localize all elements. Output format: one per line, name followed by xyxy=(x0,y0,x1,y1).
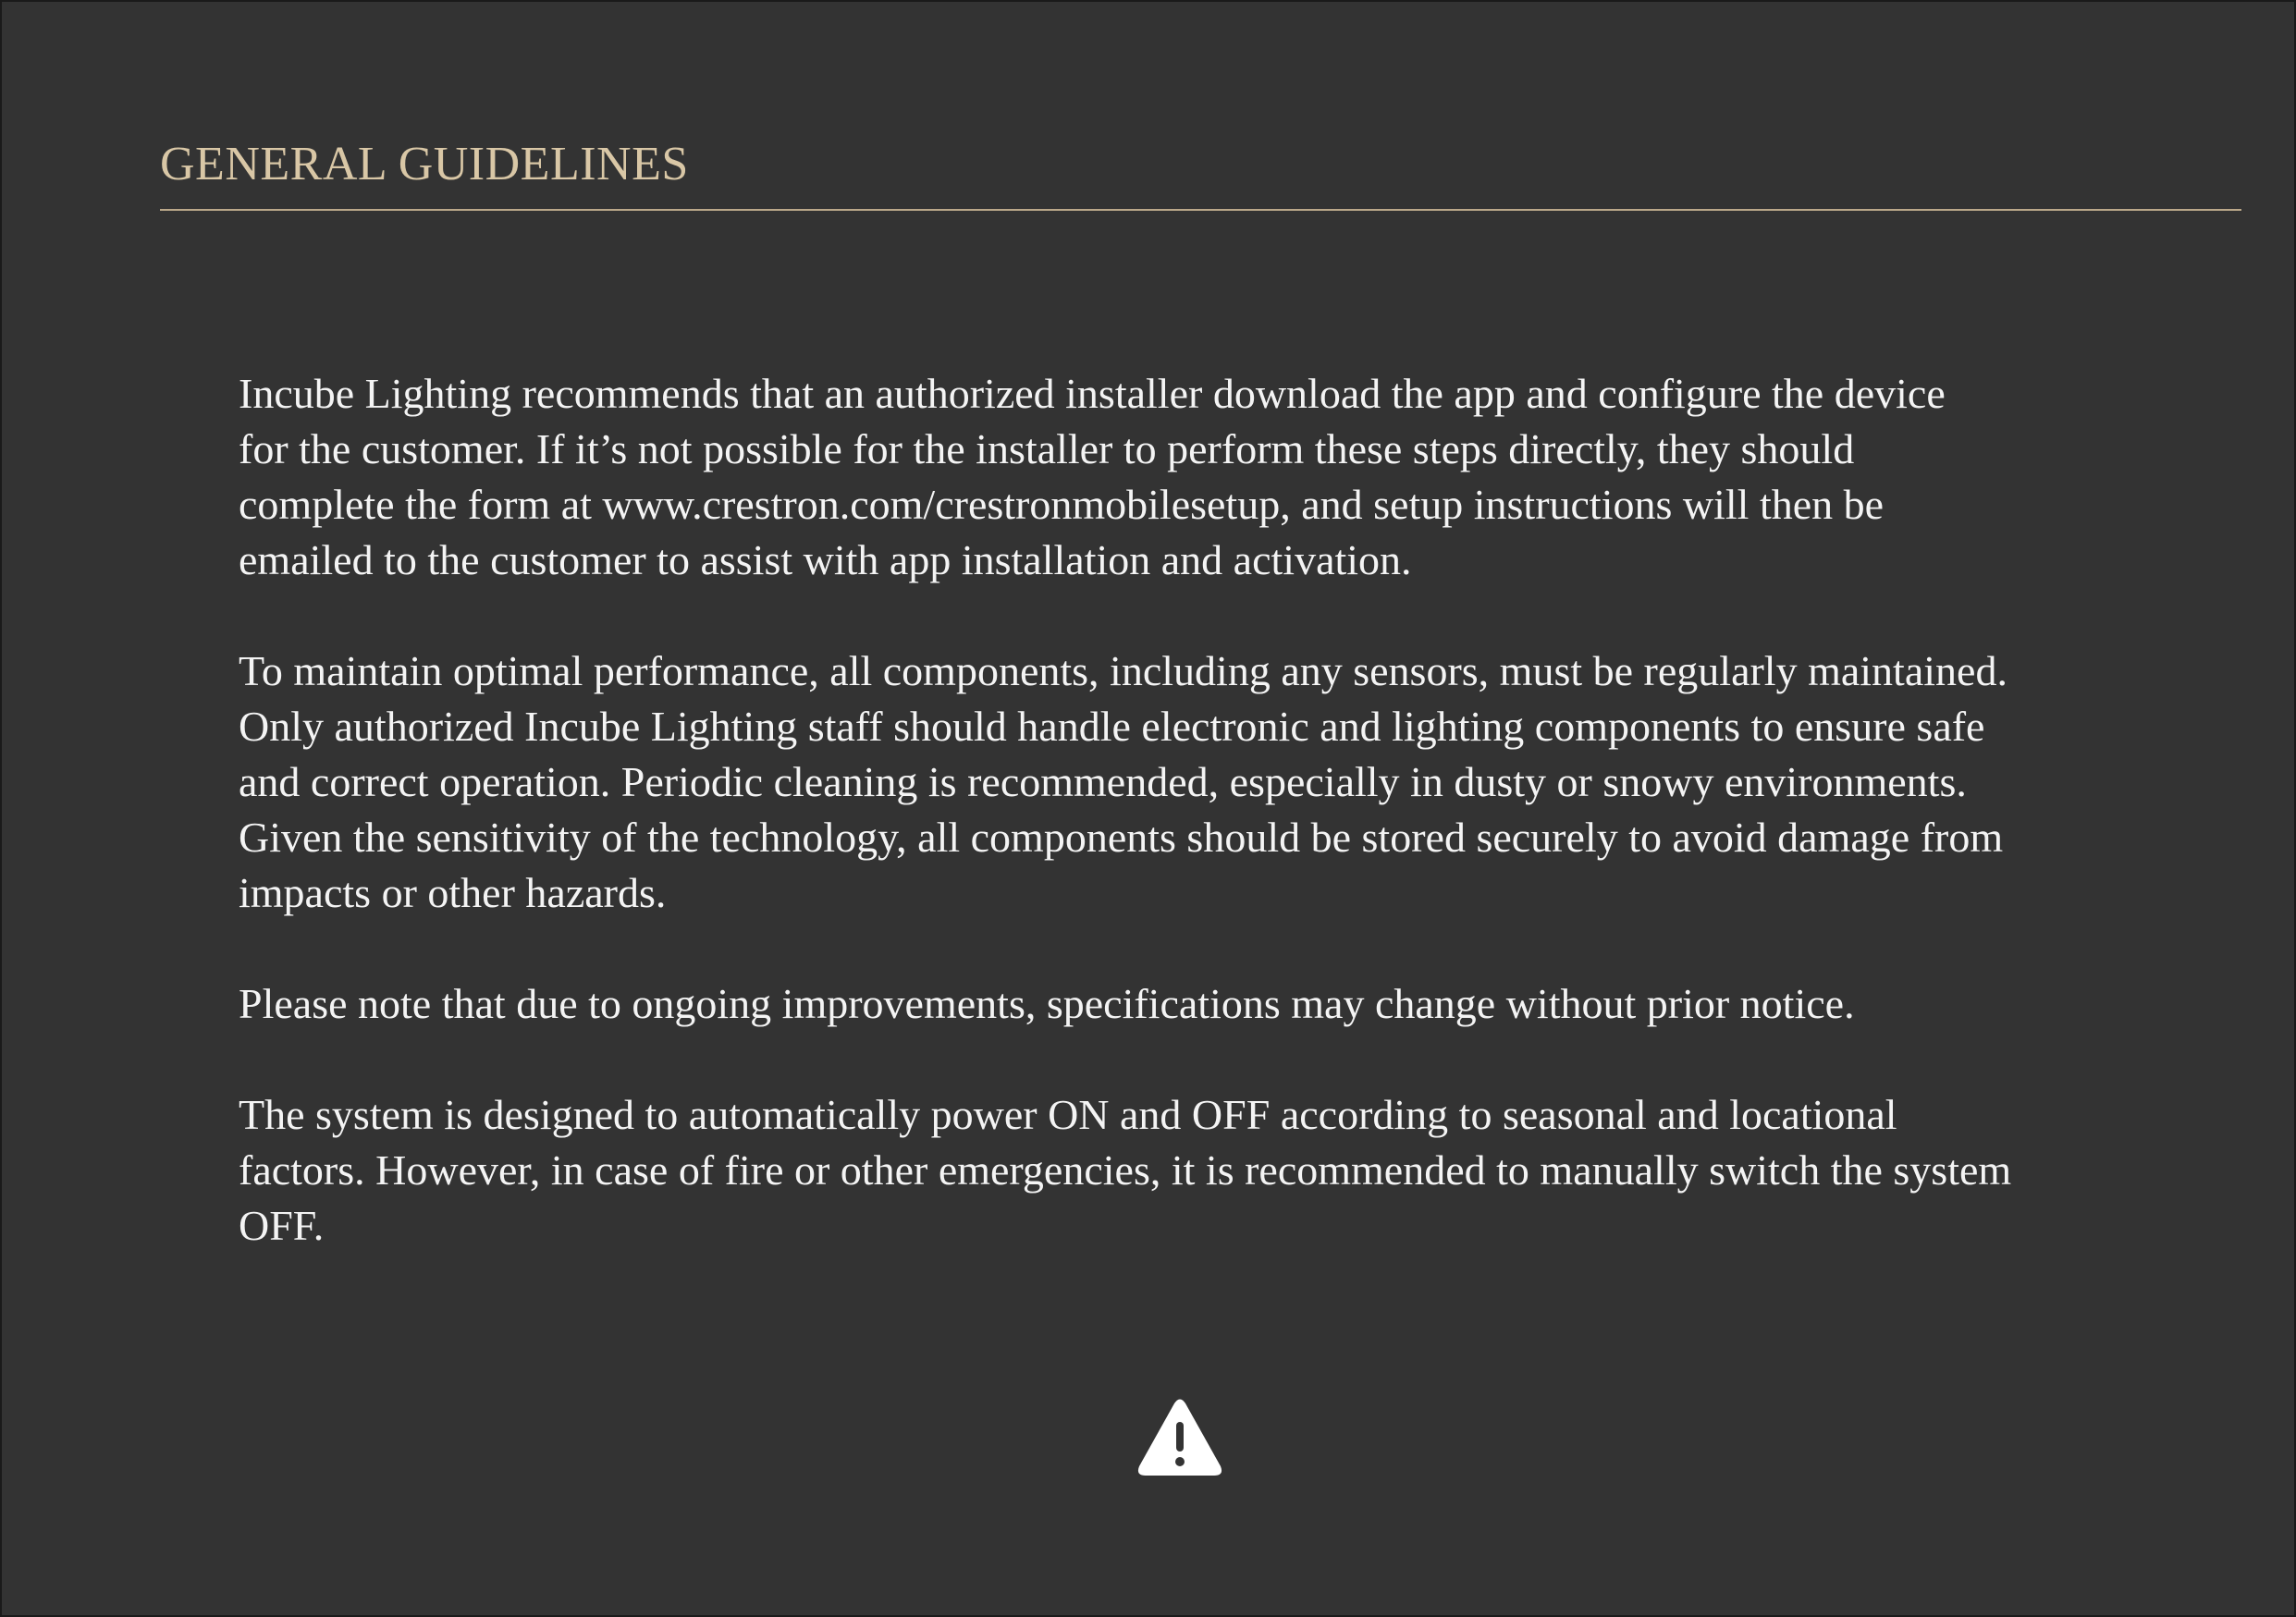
warning-icon xyxy=(1136,1396,1223,1479)
paragraph-maintenance: To maintain optimal performance, all components, including any sensors, must be regularly maintained. Only authorized Incube Lighting staff should handle electronic and lighting components to ensure safe and correct operation. Periodic cleaning is recommended, especially in dusty or snowy environments. Given the sensitivity of the technology, all components should be stored securely to avoid damage from impacts or other hazards. xyxy=(239,647,2007,916)
paragraph-installation: Incube Lighting recommends that an authorized installer download the app and configure the device for the customer. If it’s not possible for the installer to perform these steps directly, they should complete the form at www.crestron.com/crestronmobilesetup, and setup instructions will then be emailed to the customer to assist with app installation and activation. xyxy=(239,370,1946,583)
paragraph-specifications: Please note that due to ongoing improvements, specifications may change without prior notice. xyxy=(239,980,1855,1027)
page-title: GENERAL GUIDELINES xyxy=(160,138,689,190)
paragraph-power: The system is designed to automatically power ON and OFF according to seasonal and locational factors. However, in case of fire or other emergencies, it is recommended to manually switch the system OFF. xyxy=(239,1091,2012,1249)
guidelines-body xyxy=(239,366,2264,1309)
title-divider xyxy=(160,209,2241,211)
